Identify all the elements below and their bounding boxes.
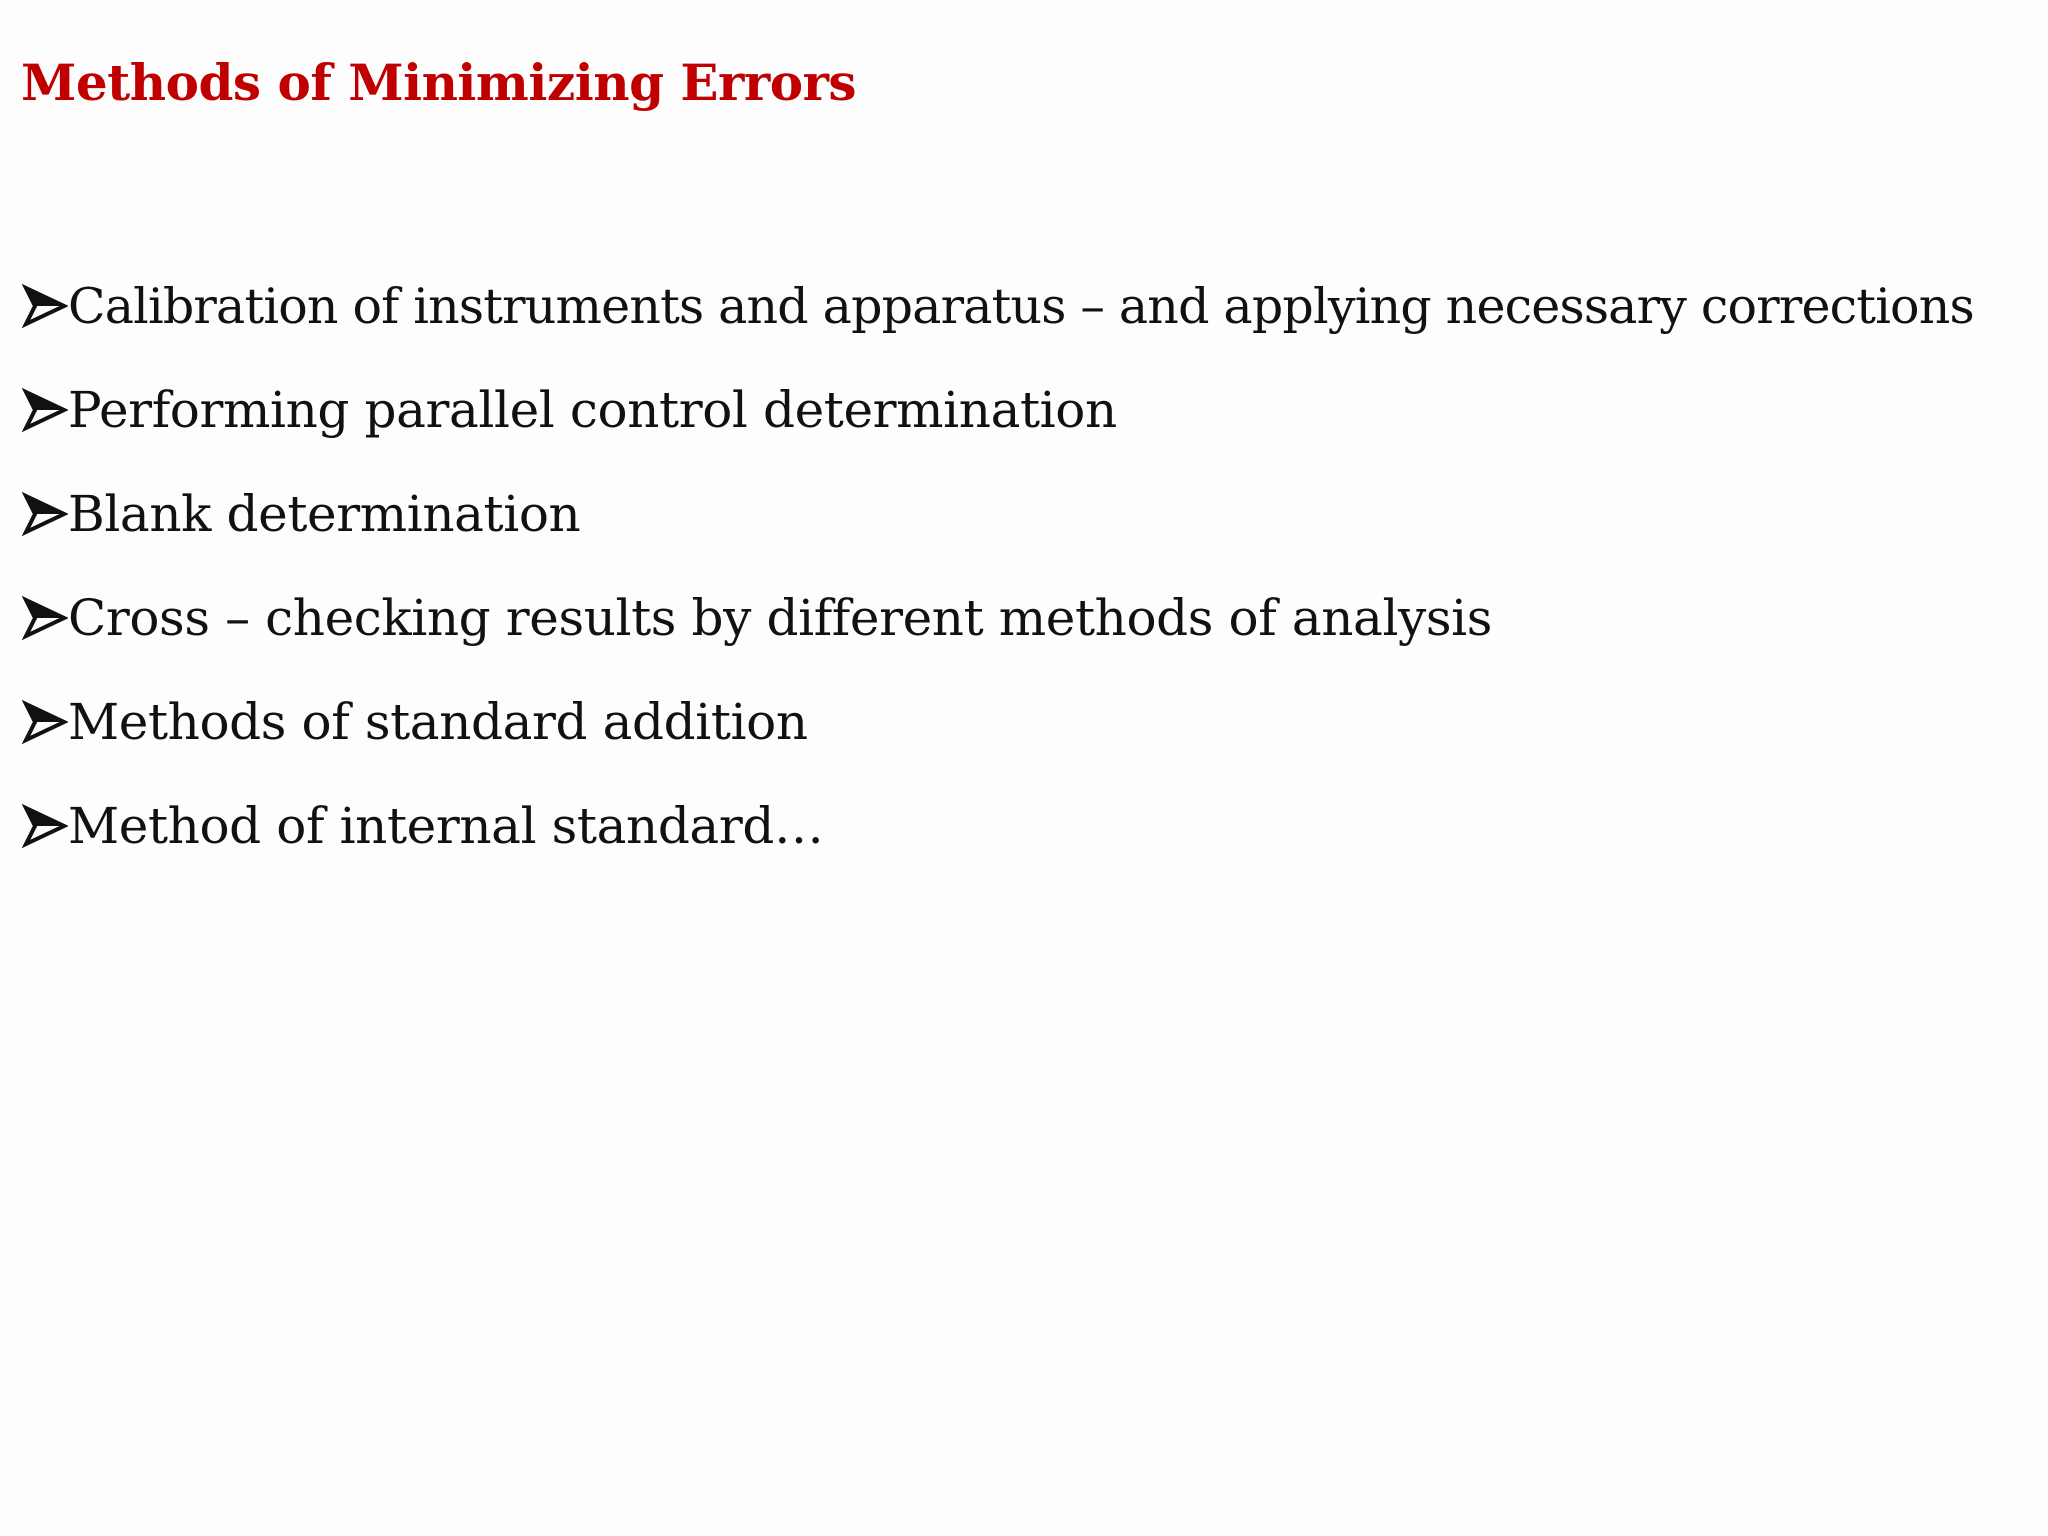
arrowhead-bullet-icon: [22, 284, 68, 328]
bullet-item: [22, 566, 1974, 670]
bullet-text: Performing parallel control determination: [68, 381, 1117, 439]
bullet-item: [22, 774, 1974, 878]
arrowhead-bullet-icon: [22, 804, 68, 848]
bullet-text: Methods of standard addition: [68, 693, 808, 751]
bullet-text: Cross – checking results by different methods of analysis: [68, 589, 1493, 647]
bullet-text: Calibration of instruments and apparatus – and applying necessary corrections: [68, 277, 1974, 335]
bullet-text: Method of internal standard…: [68, 797, 824, 855]
bullet-item: [22, 254, 1974, 358]
arrowhead-bullet-icon: [22, 388, 68, 432]
bullet-item: [22, 670, 1974, 774]
bullet-list: [22, 254, 1974, 878]
arrowhead-bullet-icon: [22, 700, 68, 744]
slide-title: Methods of Minimizing Errors: [21, 53, 857, 112]
bullet-item: [22, 358, 1974, 462]
arrowhead-bullet-icon: [22, 596, 68, 640]
bullet-item: [22, 462, 1974, 566]
bullet-text: Blank determination: [68, 485, 581, 543]
arrowhead-bullet-icon: [22, 492, 68, 536]
